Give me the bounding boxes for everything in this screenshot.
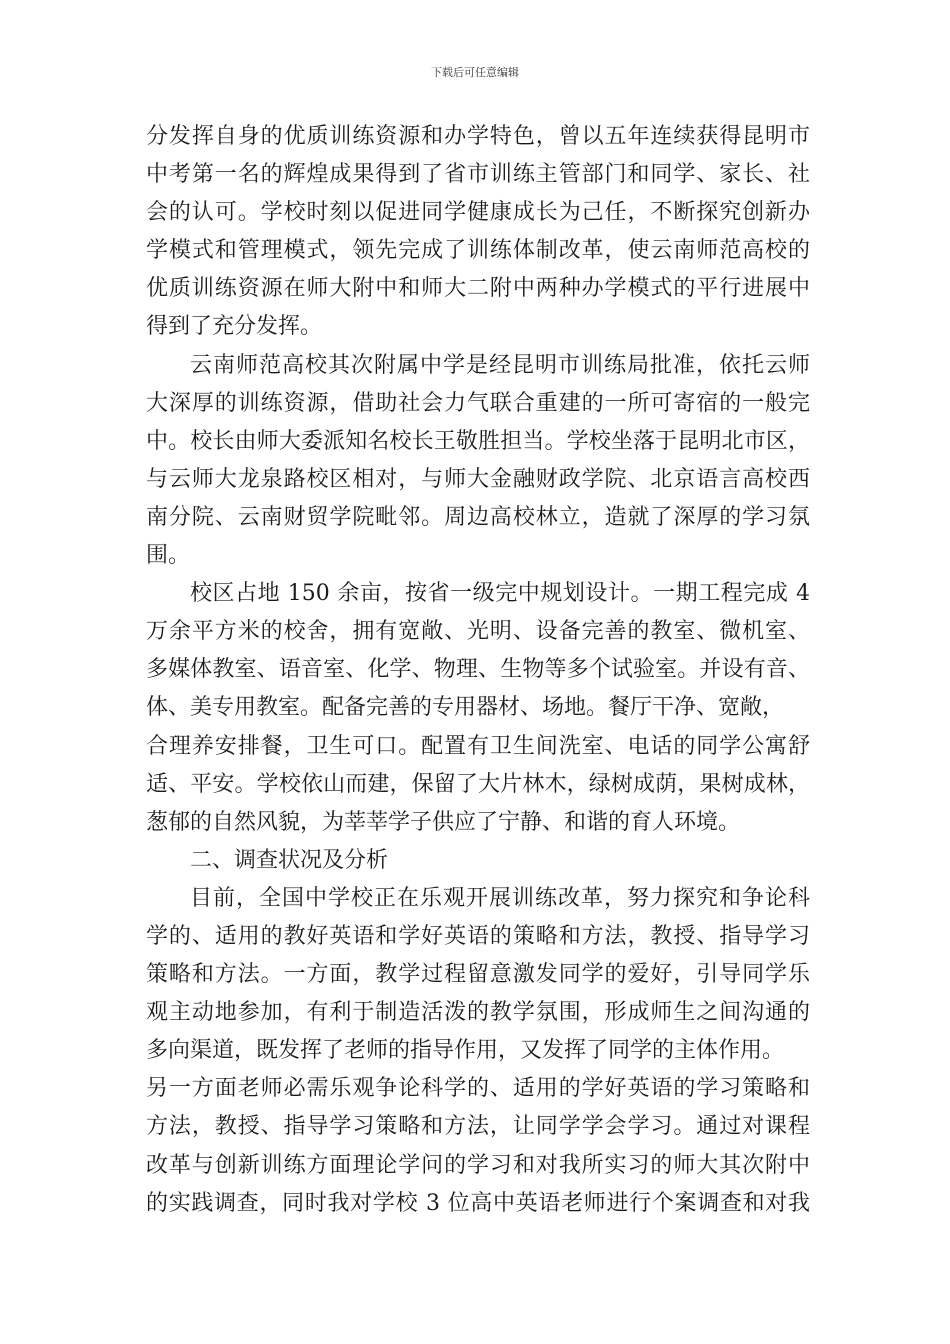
text-line: 多媒体教室、语音室、化学、物理、生物等多个试验室。并设有音、: [146, 657, 810, 683]
text-line: 云南师范高校其次附属中学是经昆明市训练局批准，依托云师: [190, 352, 810, 378]
text-line: 改革与创新训练方面理论学问的学习和对我所实习的师大其次附中: [146, 1152, 810, 1178]
text-line: 目前，全国中学校正在乐观开展训练改革，努力探究和争论科: [190, 885, 810, 911]
text-line: 学的、适用的教好英语和学好英语的策略和方法，教授、指导学习: [146, 923, 810, 949]
text-line: 观主动地参加，有利于制造活泼的教学氛围，形成师生之间沟通的: [146, 1000, 810, 1026]
text-line: 围。: [146, 543, 191, 569]
text-line: 体、美专用教室。配备完善的专用器材、场地。餐厅干净、宽敞，: [146, 695, 785, 721]
text-line: 中考第一名的辉煌成果得到了省市训练主管部门和同学、家长、社: [146, 162, 810, 188]
text-line: 中。校长由师大委派知名校长王敬胜担当。学校坐落于昆明北市区，: [146, 428, 810, 454]
text-line: 二、调查状况及分析: [190, 847, 389, 873]
text-line: 合理养安排餐，卫生可口。配置有卫生间洗室、电话的同学公寓舒: [146, 733, 810, 759]
text-line: 另一方面老师必需乐观争论科学的、适用的学好英语的学习策略和: [146, 1076, 810, 1102]
text-line: 优质训练资源在师大附中和师大二附中两种办学模式的平行进展中: [146, 276, 810, 302]
text-line: 与云师大龙泉路校区相对，与师大金融财政学院、北京语言高校西: [146, 466, 810, 492]
text-line: 大深厚的训练资源，借助社会力气联合重建的一所可寄宿的一般完: [146, 390, 810, 416]
text-line: 南分院、云南财贸学院毗邻。周边高校林立，造就了深厚的学习氛: [146, 504, 810, 530]
text-line: 万余平方米的校舍，拥有宽敞、光明、设备完善的教室、微机室、: [146, 619, 810, 645]
page-header: 下载后可任意编辑: [431, 66, 519, 79]
text-line: 的实践调查，同时我对学校 3 位高中英语老师进行个案调查和对我: [146, 1190, 810, 1216]
text-line: 会的认可。学校时刻以促进同学健康成长为己任，不断探究创新办: [146, 200, 810, 226]
text-line: 多向渠道，既发挥了老师的指导作用，又发挥了同学的主体作用。: [146, 1038, 785, 1064]
text-line: 得到了充分发挥。: [146, 314, 323, 340]
text-line: 适、平安。学校依山而建，保留了大片林木，绿树成荫，果树成林，: [146, 771, 810, 797]
document-body: [146, 118, 810, 1223]
text-line: 校区占地 150 余亩，按省一级完中规划设计。一期工程完成 4: [190, 581, 810, 607]
text-line: 策略和方法。一方面，教学过程留意激发同学的爱好，引导同学乐: [146, 962, 810, 988]
text-line: 学模式和管理模式，领先完成了训练体制改革，使云南师范高校的: [146, 238, 810, 264]
text-line: 葱郁的自然风貌，为莘莘学子供应了宁静、和谐的育人环境。: [146, 809, 741, 835]
text-line: 方法，教授、指导学习策略和方法，让同学学会学习。通过对课程: [146, 1114, 810, 1140]
text-line: 分发挥自身的优质训练资源和办学特色，曾以五年连续获得昆明市: [146, 124, 810, 149]
